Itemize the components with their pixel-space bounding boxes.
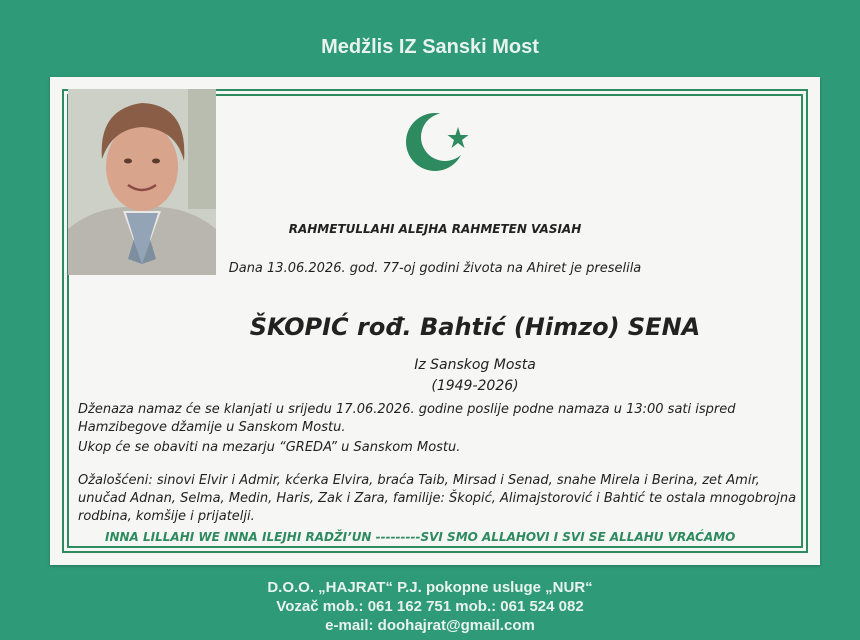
footer-email: e-mail: doohajrat@gmail.com bbox=[325, 617, 535, 634]
burial-text: Ukop će se obaviti na mezarju “GREDA” u Sanskom Mostu. bbox=[78, 440, 461, 455]
footer-phones: Vozač mob.: 061 162 751 mob.: 061 524 082 bbox=[276, 598, 584, 615]
prayer-line: RAHMETULLAHI ALEJHA RAHMETEN VASIAH bbox=[288, 222, 582, 236]
life-years: (1949-2026) bbox=[431, 378, 519, 394]
crescent-star-icon bbox=[405, 107, 475, 177]
funeral-prayer-text: Dženaza namaz će se klanjati u srijedu 17.06.2026. godine poslije podne namaza u 13:00 sati ispred Hamzibegove džamije u Sanskom Mostu. bbox=[78, 402, 736, 435]
organization-title: Medžlis IZ Sanski Most bbox=[321, 36, 539, 58]
portrait-photo bbox=[68, 89, 216, 275]
origin-line: Iz Sanskog Mosta bbox=[414, 357, 536, 373]
deceased-name: ŠKOPIĆ rođ. Bahtić (Himzo) SENA bbox=[249, 313, 701, 341]
death-notice-card bbox=[50, 77, 820, 565]
closing-prayer-line: INNA LILLAHI WE INNA ILEJHI RADŽI’UN ---------SVI SMO ALLAHOVI I SVI SE ALLAHU VRAĆAMO bbox=[105, 530, 736, 544]
death-date-line: Dana 13.06.2026. god. 77-oj godini života na Ahiret je preselila bbox=[228, 261, 642, 276]
mourners-text: Ožalošćeni: sinovi Elvir i Admir, kćerka Elvira, braća Taib, Mirsad i Senad, snahe Mirela i Berina, zet Amir, unučad Adnan, Selma, Medin, Haris, Zak i Zara, familije: Škopić, Alimajstorović i Bahtić te ostala mnogobrojna rodbina, komšije i prijatelji. bbox=[78, 473, 797, 524]
portrait-illustration bbox=[68, 89, 216, 275]
footer-company: D.O.O. „HAJRAT“ P.J. pokopne usluge „NUR“ bbox=[267, 579, 593, 596]
